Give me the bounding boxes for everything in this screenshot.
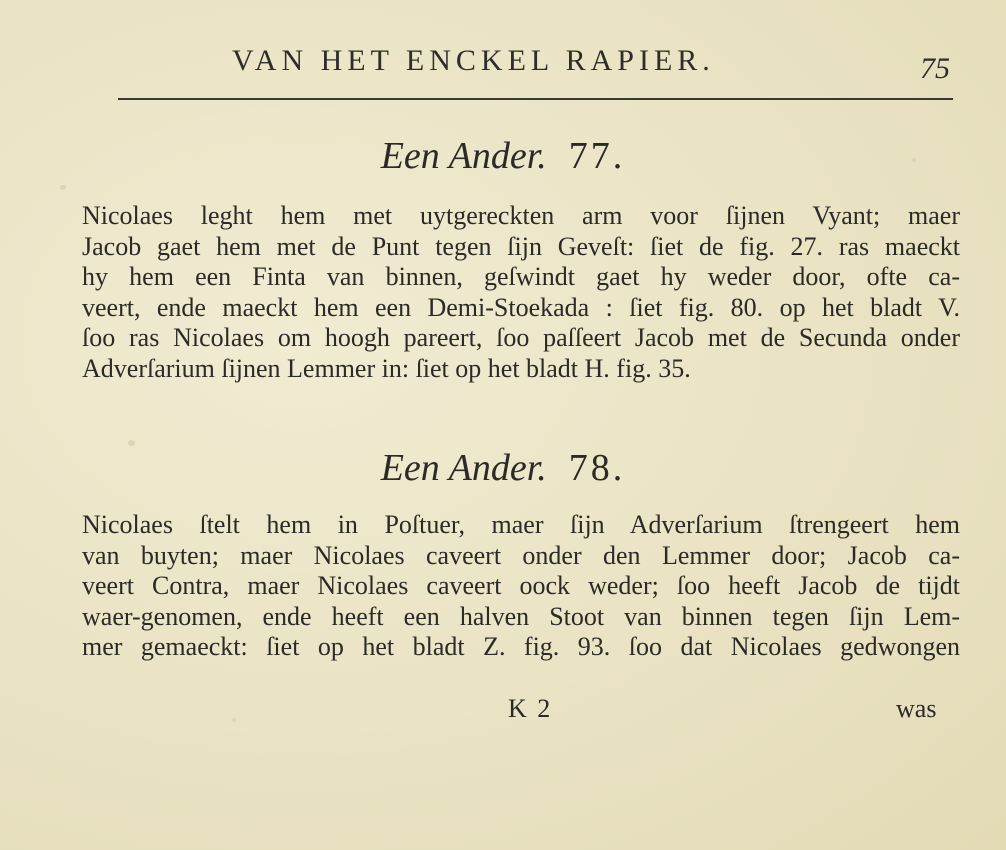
paper-speck — [60, 185, 66, 190]
paragraph-77 — [82, 201, 960, 384]
section-heading-78 — [0, 446, 1006, 490]
text-line: veert, ende maeckt hem een Demi-Stoekada : ſiet fig. 80. op het bladt V. — [82, 292, 960, 322]
header-rule — [118, 98, 953, 100]
text-line: Nicolaes leght hem met uytgereckten arm voor ſijnen Vyant; maer — [82, 201, 960, 230]
running-head — [0, 44, 1006, 94]
text-line: ſoo ras Nicolaes om hoogh pareert, ſoo paſſeert Jacob met de Secunda onder — [82, 323, 960, 352]
heading-title: Een Ander. — [380, 135, 547, 177]
paragraph-78 — [82, 510, 960, 663]
text-line: veert Contra, maer Nicolaes caveert oock weder; ſoo heeft Jacob de tijdt — [82, 571, 960, 600]
text-line: hy hem een Finta van binnen, geſwindt gaet hy weder door, ofte ca- — [82, 262, 960, 291]
signature-mark: K 2 — [508, 694, 553, 723]
footer-line — [0, 694, 1006, 728]
catchword: was — [896, 694, 937, 723]
text-line: waer-genomen, ende heeft een halven Stoot van binnen tegen ſijn Lem- — [82, 601, 960, 631]
heading-number: 77. — [568, 135, 626, 177]
text-line: mer gemaeckt: ſiet op het bladt Z. fig. 93. ſoo dat Nicolaes gedwongen — [82, 632, 960, 661]
heading-number: 78. — [568, 447, 626, 489]
heading-title: Een Ander. — [380, 447, 547, 489]
text-line: Nicolaes ſtelt hem in Poſtuer, maer ſijn Adverſarium ſtrengeert hem — [82, 510, 960, 539]
running-title: VAN HET ENCKEL RAPIER. — [232, 44, 715, 77]
section-heading-77 — [0, 134, 1006, 178]
page-number: 75 — [920, 52, 950, 85]
text-line: van buyten; maer Nicolaes caveert onder den Lemmer door; Jacob ca- — [82, 540, 960, 570]
text-line: Adverſarium ſijnen Lemmer in: ſiet op het bladt H. fig. 35. — [82, 353, 691, 383]
text-line: Jacob gaet hem met de Punt tegen ſijn Geveſt: ſiet de fig. 27. ras maeckt — [82, 231, 960, 261]
